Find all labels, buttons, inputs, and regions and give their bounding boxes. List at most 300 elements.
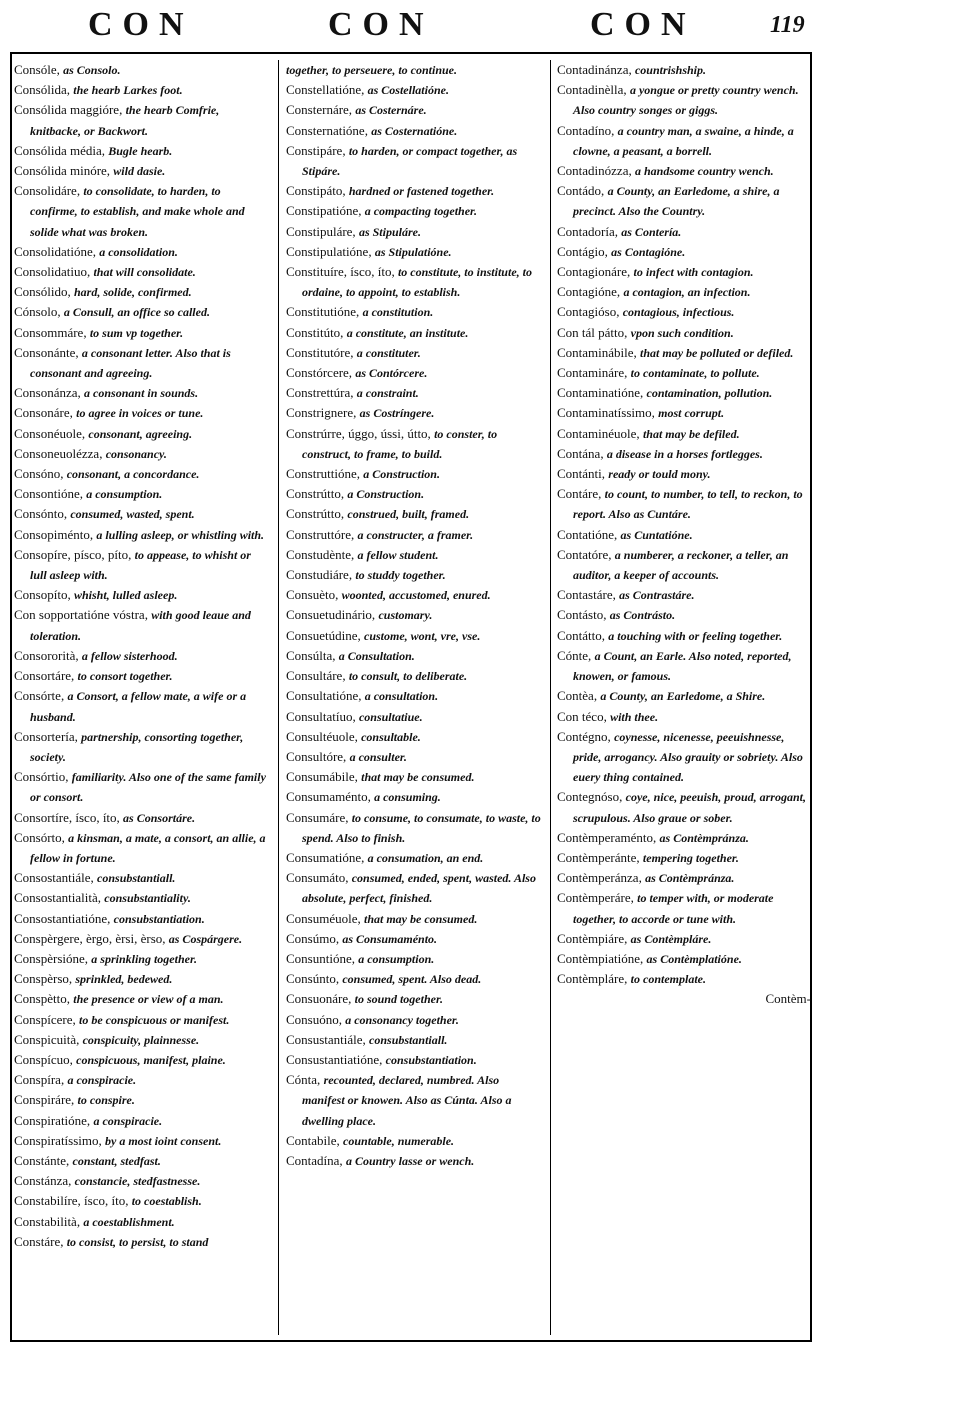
dictionary-entry bbox=[557, 343, 811, 363]
dictionary-entry bbox=[557, 181, 811, 221]
entry-headword: Consternatióne, bbox=[286, 122, 368, 138]
dictionary-entry bbox=[14, 1232, 270, 1252]
entry-definition: construed, built, framed. bbox=[347, 507, 470, 522]
dictionary-entry bbox=[14, 1171, 270, 1191]
entry-headword: Consónto, bbox=[14, 506, 68, 522]
entry-definition: a Count, an Earle. Also noted, reported, knowen, or famous. bbox=[573, 648, 792, 684]
entry-headword: Consortíre, ísco, íto, bbox=[14, 809, 120, 825]
entry-definition: with thee. bbox=[610, 709, 659, 724]
entry-headword: Consórto, bbox=[14, 829, 65, 845]
entry-definition: constancie, stedfastnesse. bbox=[74, 1174, 201, 1189]
dictionary-entry bbox=[14, 484, 270, 504]
entry-headword: Consuetúdine, bbox=[286, 627, 361, 643]
entry-headword: Construttióne, bbox=[286, 466, 361, 482]
entry-headword: Contáre, bbox=[557, 486, 602, 502]
entry-headword: Consopíto, bbox=[14, 587, 71, 603]
entry-headword: Consustantiále, bbox=[286, 1031, 366, 1047]
bottom-rule bbox=[10, 1340, 812, 1342]
entry-definition: as Cospárgere. bbox=[168, 931, 243, 946]
dictionary-entry bbox=[14, 504, 270, 524]
entry-headword: Consortería, bbox=[14, 728, 78, 744]
entry-definition: a Construction. bbox=[363, 467, 440, 482]
entry-headword: Consultatióne, bbox=[286, 688, 362, 704]
entry-headword: Contaminatióne, bbox=[557, 385, 644, 401]
entry-definition: to studdy together. bbox=[355, 568, 446, 583]
entry-definition: countable, numerable. bbox=[343, 1133, 455, 1148]
entry-headword: Contatóre, bbox=[557, 546, 612, 562]
dictionary-entry bbox=[557, 787, 811, 827]
entry-definition: Bugle hearb. bbox=[108, 143, 173, 158]
entry-headword: Conspiráre, bbox=[14, 1092, 75, 1108]
dictionary-entry bbox=[286, 201, 544, 221]
entry-headword: Constánza, bbox=[14, 1173, 72, 1189]
dictionary-entry bbox=[286, 989, 544, 1009]
entry-definition: a consumation, an end. bbox=[367, 850, 484, 865]
entry-headword: Constrútto, bbox=[286, 506, 345, 522]
entry-definition: consubstantiall. bbox=[369, 1032, 448, 1047]
dictionary-entry bbox=[557, 848, 811, 868]
entry-headword: Consonáre, bbox=[14, 405, 73, 421]
entry-definition: coynesse, nicenesse, peeuishnesse, pride, arrogancy. Also grauity or sobriety. Also euery thing contained. bbox=[573, 729, 803, 785]
entry-definition: a consonancy together. bbox=[345, 1012, 459, 1027]
dictionary-entry bbox=[286, 60, 544, 80]
column-divider-2 bbox=[550, 60, 551, 1335]
entry-definition: a constraint. bbox=[356, 386, 419, 401]
entry-headword: Consumáto, bbox=[286, 870, 349, 886]
dictionary-entry bbox=[557, 424, 811, 444]
dictionary-entry bbox=[14, 282, 270, 302]
entry-headword: Consolidatiuo, bbox=[14, 264, 91, 280]
entry-definition: a fellow student. bbox=[357, 547, 439, 562]
dictionary-entry bbox=[286, 585, 544, 605]
dictionary-entry bbox=[286, 323, 544, 343]
entry-definition: consonancy. bbox=[105, 446, 167, 461]
entry-headword: Consororità, bbox=[14, 647, 79, 663]
entry-definition: as Consumaménto. bbox=[342, 931, 438, 946]
entry-definition: recounted, declared, numbred. Also manifest or knowen. Also as Cúnta. Also a dwelling place. bbox=[302, 1073, 512, 1128]
entry-definition: as Contèmplatióne. bbox=[646, 951, 742, 966]
dictionary-entry bbox=[557, 989, 811, 1009]
entry-definition: a constitution. bbox=[362, 305, 434, 320]
dictionary-entry bbox=[14, 808, 270, 828]
entry-definition: to coestablish. bbox=[131, 1194, 202, 1209]
dictionary-entry bbox=[557, 282, 811, 302]
entry-definition: as Costernatióne. bbox=[371, 123, 458, 138]
entry-definition: a fellow sisterhood. bbox=[81, 648, 178, 663]
dictionary-entry bbox=[286, 1030, 544, 1050]
entry-definition: as Cuntatióne. bbox=[620, 527, 693, 542]
entry-headword: Contadíno, bbox=[557, 122, 615, 138]
entry-definition: a consuming. bbox=[374, 790, 441, 805]
entry-definition: consumed, ended, spent, wasted. Also absolute, perfect, finished. bbox=[302, 871, 536, 906]
dictionary-entry bbox=[14, 686, 270, 726]
dictionary-entry bbox=[14, 302, 270, 322]
entry-definition: a kinsman, a mate, a consort, an allie, a fellow in fortune. bbox=[30, 830, 266, 865]
entry-headword: Contaminéuole, bbox=[557, 425, 640, 441]
entry-headword: Consostantialità, bbox=[14, 890, 102, 906]
entry-headword: Contèmpiatióne, bbox=[557, 950, 644, 966]
entry-headword: Consultáre, bbox=[286, 668, 346, 684]
entry-definition: as Contèmpránza. bbox=[659, 830, 749, 845]
entry-headword: Consommáre, bbox=[14, 324, 87, 340]
dictionary-entry bbox=[557, 585, 811, 605]
entry-definition: the presence or view of a man. bbox=[73, 992, 224, 1007]
dictionary-entry bbox=[286, 403, 544, 423]
entry-headword: Contèmperáre, bbox=[557, 890, 634, 906]
dictionary-entry bbox=[557, 727, 811, 788]
entry-definition: partnership, consorting together, society. bbox=[30, 729, 244, 764]
entry-headword: Contadinèlla, bbox=[557, 82, 627, 98]
entry-headword: Contátto, bbox=[557, 627, 606, 643]
dictionary-entry bbox=[14, 1070, 270, 1090]
dictionary-entry bbox=[14, 727, 270, 767]
dictionary-entry bbox=[557, 262, 811, 282]
entry-definition: to sound together. bbox=[354, 992, 443, 1007]
dictionary-entry bbox=[14, 80, 270, 100]
entry-definition: a handsome country wench. bbox=[634, 164, 774, 179]
entry-headword: Constudènte, bbox=[286, 546, 355, 562]
entry-definition: whisht, lulled asleep. bbox=[73, 588, 178, 603]
dictionary-entry bbox=[14, 343, 270, 383]
entry-headword: Contèmperaménto, bbox=[557, 829, 657, 845]
dictionary-entry bbox=[14, 1090, 270, 1110]
entry-definition: woonted, accustomed, enured. bbox=[341, 588, 491, 603]
entry-definition: a contagion, an infection. bbox=[623, 285, 751, 300]
entry-definition: a touching with or feeling together. bbox=[608, 628, 783, 643]
dictionary-entry bbox=[557, 545, 811, 585]
entry-definition: as Stipulatióne. bbox=[374, 244, 452, 259]
entry-headword: Consumáre, bbox=[286, 809, 349, 825]
entry-headword: Conspèrso, bbox=[14, 971, 73, 987]
entry-headword: Contabile, bbox=[286, 1132, 340, 1148]
entry-definition: a consolidation. bbox=[99, 244, 178, 259]
entry-headword: Consóle, bbox=[14, 62, 60, 77]
entry-headword: Conspèrsióne, bbox=[14, 950, 89, 966]
entry-definition: to consort together. bbox=[77, 669, 173, 684]
dictionary-entry bbox=[286, 383, 544, 403]
dictionary-entry bbox=[14, 464, 270, 484]
entry-headword: Contèmperánte, bbox=[557, 849, 640, 865]
dictionary-entry bbox=[286, 1010, 544, 1030]
entry-definition: to harden, or compact together, as Stipáre. bbox=[302, 143, 518, 179]
entry-headword: Contèmpláre, bbox=[557, 971, 628, 987]
entry-headword: Conspíra, bbox=[14, 1072, 65, 1088]
entry-headword: Consumábile, bbox=[286, 769, 358, 785]
dictionary-entry bbox=[557, 686, 811, 706]
entry-definition: constant, stedfast. bbox=[72, 1153, 161, 1168]
entry-headword: Consórtio, bbox=[14, 769, 69, 785]
dictionary-entry bbox=[14, 444, 270, 464]
entry-headword: Conspícuo, bbox=[14, 1051, 73, 1067]
dictionary-entry bbox=[286, 787, 544, 807]
entry-definition: consubstantiality. bbox=[104, 891, 191, 906]
dictionary-entry bbox=[14, 141, 270, 161]
entry-headword: Consortáre, bbox=[14, 668, 75, 684]
dictionary-entry bbox=[557, 868, 811, 888]
dictionary-entry bbox=[286, 464, 544, 484]
column-2 bbox=[286, 60, 544, 1335]
entry-headword: Constipuláre, bbox=[286, 223, 356, 239]
entry-headword: Contèmpiáre, bbox=[557, 930, 628, 946]
entry-definition: that may be consumed. bbox=[364, 911, 478, 926]
entry-definition: a disease in a horses fortlegges. bbox=[606, 446, 763, 461]
dictionary-entry bbox=[557, 949, 811, 969]
entry-headword: Consonéuole, bbox=[14, 425, 86, 441]
entry-headword: Consonánza, bbox=[14, 385, 81, 401]
entry-definition: a lulling asleep, or whistling with. bbox=[96, 527, 265, 542]
entry-headword: Contadína, bbox=[286, 1152, 343, 1168]
dictionary-entry bbox=[286, 868, 544, 908]
dictionary-entry bbox=[286, 484, 544, 504]
entry-headword: Contagióso, bbox=[557, 304, 620, 320]
entry-headword: Constipatióne, bbox=[286, 203, 362, 219]
entry-headword: Consórte, bbox=[14, 688, 65, 704]
entry-definition: consubstantiation. bbox=[113, 911, 205, 926]
dictionary-entry bbox=[557, 363, 811, 383]
entry-headword: Conspícere, bbox=[14, 1011, 76, 1027]
entry-definition: consubstantiation. bbox=[385, 1052, 477, 1067]
entry-definition: customary. bbox=[378, 608, 433, 623]
entry-headword: Consuméuole, bbox=[286, 910, 361, 926]
entry-headword: Consólido, bbox=[14, 284, 71, 300]
entry-headword: Consternáre, bbox=[286, 102, 353, 118]
dictionary-entry bbox=[557, 828, 811, 848]
dictionary-entry bbox=[286, 848, 544, 868]
dictionary-entry bbox=[286, 525, 544, 545]
entry-headword: Consultéuole, bbox=[286, 728, 358, 744]
entry-definition: coye, nice, peeuish, proud, arrogant, scrupulous. Also graue or sober. bbox=[573, 790, 806, 825]
entry-definition: to be conspicuous or manifest. bbox=[78, 1012, 230, 1027]
entry-definition: a numberer, a reckoner, a teller, an auditor, a keeper of accounts. bbox=[573, 547, 789, 583]
entry-headword: Consopíre, písco, píto, bbox=[14, 546, 132, 562]
dictionary-entry bbox=[14, 909, 270, 929]
entry-definition: to contemplate. bbox=[630, 972, 706, 987]
entry-headword: Constipáto, bbox=[286, 183, 346, 199]
entry-definition: hardned or fastened together. bbox=[348, 184, 495, 199]
entry-headword: Cónte, bbox=[557, 647, 592, 663]
entry-definition: a Consort, a fellow mate, a wife or a husband. bbox=[30, 689, 247, 724]
dictionary-entry bbox=[557, 242, 811, 262]
dictionary-entry bbox=[14, 969, 270, 989]
entry-definition: to contaminate, to pollute. bbox=[630, 366, 760, 381]
entry-headword: Contèa, bbox=[557, 688, 598, 704]
entry-headword: Consuntióne, bbox=[286, 950, 355, 966]
entry-headword: Consólida minóre, bbox=[14, 163, 111, 179]
entry-definition: a conspiracie. bbox=[67, 1073, 137, 1088]
entry-definition: to sum vp together. bbox=[89, 325, 184, 340]
entry-headword: Consultóre, bbox=[286, 748, 347, 764]
dictionary-entry bbox=[14, 525, 270, 545]
entry-headword: Consumaménto, bbox=[286, 789, 371, 805]
entry-definition: contamination, pollution. bbox=[646, 386, 773, 401]
entry-definition: consubstantiall. bbox=[97, 871, 176, 886]
header-right: CON bbox=[590, 6, 696, 43]
dictionary-entry bbox=[14, 1050, 270, 1070]
dictionary-entry bbox=[286, 1131, 544, 1151]
dictionary-entry bbox=[286, 747, 544, 767]
dictionary-entry bbox=[14, 585, 270, 605]
entry-headword: Consuetudinário, bbox=[286, 607, 376, 623]
entry-headword: Consostantiatióne, bbox=[14, 910, 111, 926]
entry-definition: countrishship. bbox=[634, 63, 707, 77]
dictionary-entry bbox=[14, 828, 270, 868]
entry-definition: vpon such condition. bbox=[630, 325, 734, 340]
entry-definition: as Contería. bbox=[621, 224, 682, 239]
entry-definition: to infect with contagion. bbox=[633, 265, 754, 280]
dictionary-entry bbox=[557, 929, 811, 949]
entry-definition: with good leaue and toleration. bbox=[30, 608, 251, 643]
entry-definition: a compacting together. bbox=[364, 204, 478, 219]
entry-definition: to conster, to construct, to frame, to build. bbox=[302, 426, 498, 461]
entry-definition: hard, solide, confirmed. bbox=[73, 285, 192, 300]
dictionary-entry bbox=[286, 686, 544, 706]
entry-definition: to constitute, to institute, to ordaine, to appoint, to establish. bbox=[302, 265, 532, 300]
entry-definition: conspicuity, plainnesse. bbox=[82, 1032, 200, 1047]
entry-definition: to consist, to persist, to stand bbox=[66, 1234, 209, 1249]
dictionary-entry bbox=[557, 707, 811, 727]
entry-definition: a consumption. bbox=[86, 487, 163, 502]
dictionary-entry bbox=[286, 121, 544, 141]
entry-definition: a constructer, a framer. bbox=[357, 527, 474, 542]
dictionary-entry bbox=[286, 646, 544, 666]
entry-definition: a consumption. bbox=[358, 951, 435, 966]
dictionary-entry bbox=[14, 1111, 270, 1131]
entry-headword: Con téco, bbox=[557, 708, 607, 724]
dictionary-entry bbox=[286, 767, 544, 787]
dictionary-entry bbox=[286, 626, 544, 646]
dictionary-entry bbox=[286, 141, 544, 181]
entry-headword: Contaminábile, bbox=[557, 344, 637, 360]
dictionary-entry bbox=[14, 262, 270, 282]
dictionary-entry bbox=[286, 181, 544, 201]
entry-headword: Consólida média, bbox=[14, 142, 105, 158]
dictionary-entry bbox=[14, 1212, 270, 1232]
entry-definition: as Contagióne. bbox=[611, 244, 686, 259]
entry-headword: Constipáre, bbox=[286, 142, 346, 158]
entry-definition: to appease, to whisht or lull asleep with. bbox=[30, 547, 251, 583]
entry-definition: a consultation. bbox=[364, 689, 439, 704]
dictionary-entry bbox=[14, 1030, 270, 1050]
column-3 bbox=[557, 60, 811, 1335]
dictionary-entry bbox=[14, 666, 270, 686]
entry-headword: Consuonáre, bbox=[286, 991, 352, 1007]
entry-definition: a consonant in sounds. bbox=[84, 386, 199, 401]
entry-definition: sprinkled, bedewed. bbox=[75, 972, 173, 987]
dictionary-entry bbox=[286, 605, 544, 625]
entry-headword: Consostantiále, bbox=[14, 870, 94, 886]
entry-headword: Contèm- bbox=[765, 991, 811, 1007]
entry-definition: as Contrásto. bbox=[609, 608, 676, 623]
dictionary-entry bbox=[286, 909, 544, 929]
entry-headword: Contadinánza, bbox=[557, 62, 632, 77]
column-1 bbox=[14, 60, 270, 1335]
entry-definition: to consume, to consumate, to waste, to spend. Also to finish. bbox=[302, 810, 541, 845]
entry-headword: Contadoría, bbox=[557, 223, 619, 239]
dictionary-entry bbox=[14, 1151, 270, 1171]
entry-definition: consultable. bbox=[361, 729, 421, 744]
entry-headword: Constitutióne, bbox=[286, 304, 360, 320]
entry-definition: that will consolidate. bbox=[93, 265, 196, 280]
entry-headword: Consumatióne, bbox=[286, 849, 365, 865]
entry-definition: as Consortáre. bbox=[123, 810, 196, 825]
entry-definition: tempering together. bbox=[642, 850, 739, 865]
dictionary-entry bbox=[557, 626, 811, 646]
entry-headword: Constórcere, bbox=[286, 365, 353, 381]
entry-definition: as Contèmpláre. bbox=[630, 931, 712, 946]
entry-headword: Contégno, bbox=[557, 728, 611, 744]
dictionary-entry bbox=[557, 969, 811, 989]
entry-definition: a constitute, an institute. bbox=[346, 325, 469, 340]
dictionary-entry bbox=[286, 707, 544, 727]
entry-headword: Contastáre, bbox=[557, 587, 616, 603]
dictionary-entry bbox=[14, 989, 270, 1009]
dictionary-entry bbox=[557, 121, 811, 161]
entry-definition: as Costellatióne. bbox=[367, 83, 449, 98]
entry-definition: to count, to number, to tell, to reckon, to report. Also as Cuntáre. bbox=[573, 487, 803, 522]
entry-headword: Constabilíre, ísco, íto, bbox=[14, 1193, 129, 1209]
dictionary-entry bbox=[14, 403, 270, 423]
entry-headword: Constudiáre, bbox=[286, 567, 353, 583]
dictionary-entry bbox=[286, 363, 544, 383]
entry-headword: Contágio, bbox=[557, 243, 608, 259]
entry-definition: that may be consumed. bbox=[361, 770, 475, 785]
entry-headword: Cónta, bbox=[286, 1072, 321, 1088]
entry-headword: Consúlta, bbox=[286, 647, 336, 663]
dictionary-entry bbox=[557, 403, 811, 423]
dictionary-entry bbox=[286, 1070, 544, 1131]
entry-headword: Contaminatíssimo, bbox=[557, 405, 655, 421]
page-number: 119 bbox=[770, 12, 805, 38]
dictionary-entry bbox=[286, 262, 544, 302]
entry-definition: as Costernáre. bbox=[355, 103, 427, 118]
dictionary-entry bbox=[14, 949, 270, 969]
entry-definition: to conspire. bbox=[77, 1093, 135, 1108]
entry-definition: to consolidate, to harden, to confirme, to establish, and make whole and solide what was broken. bbox=[30, 184, 245, 239]
entry-definition: a Consultation. bbox=[338, 648, 415, 663]
dictionary-entry bbox=[14, 323, 270, 343]
entry-definition: a country man, a swaine, a hinde, a clowne, a peasant, a borrell. bbox=[573, 123, 794, 158]
entry-headword: Construttóre, bbox=[286, 526, 355, 542]
entry-headword: Constánte, bbox=[14, 1152, 70, 1168]
header-left: CON bbox=[88, 6, 194, 43]
dictionary-entry bbox=[557, 646, 811, 686]
dictionary-entry bbox=[557, 484, 811, 524]
entry-headword: Conspicuità, bbox=[14, 1031, 80, 1047]
entry-definition: custome, wont, vre, vse. bbox=[364, 628, 481, 643]
entry-definition: consonant, agreeing. bbox=[88, 426, 193, 441]
entry-definition: as Stipuláre. bbox=[358, 224, 421, 239]
entry-definition: a constituter. bbox=[356, 345, 421, 360]
dictionary-entry bbox=[14, 1191, 270, 1211]
dictionary-entry bbox=[286, 1151, 544, 1171]
entry-headword: Consonánte, bbox=[14, 344, 79, 360]
dictionary-entry bbox=[286, 565, 544, 585]
dictionary-entry bbox=[557, 80, 811, 120]
entry-headword: Contánti, bbox=[557, 466, 606, 482]
dictionary-entry bbox=[286, 1050, 544, 1070]
entry-definition: a County, an Earledome, a shire, a precinct. Also the Country. bbox=[573, 184, 780, 219]
entry-definition: a conspiracie. bbox=[93, 1113, 163, 1128]
entry-headword: Consólida, bbox=[14, 82, 70, 98]
entry-headword: Constitúto, bbox=[286, 324, 344, 340]
entry-headword: Constitutóre, bbox=[286, 344, 354, 360]
entry-headword: Contegnóso, bbox=[557, 789, 623, 805]
dictionary-entry bbox=[14, 646, 270, 666]
dictionary-entry bbox=[557, 323, 811, 343]
dictionary-entry bbox=[286, 302, 544, 322]
dictionary-entry bbox=[557, 161, 811, 181]
dictionary-entry bbox=[14, 929, 270, 949]
